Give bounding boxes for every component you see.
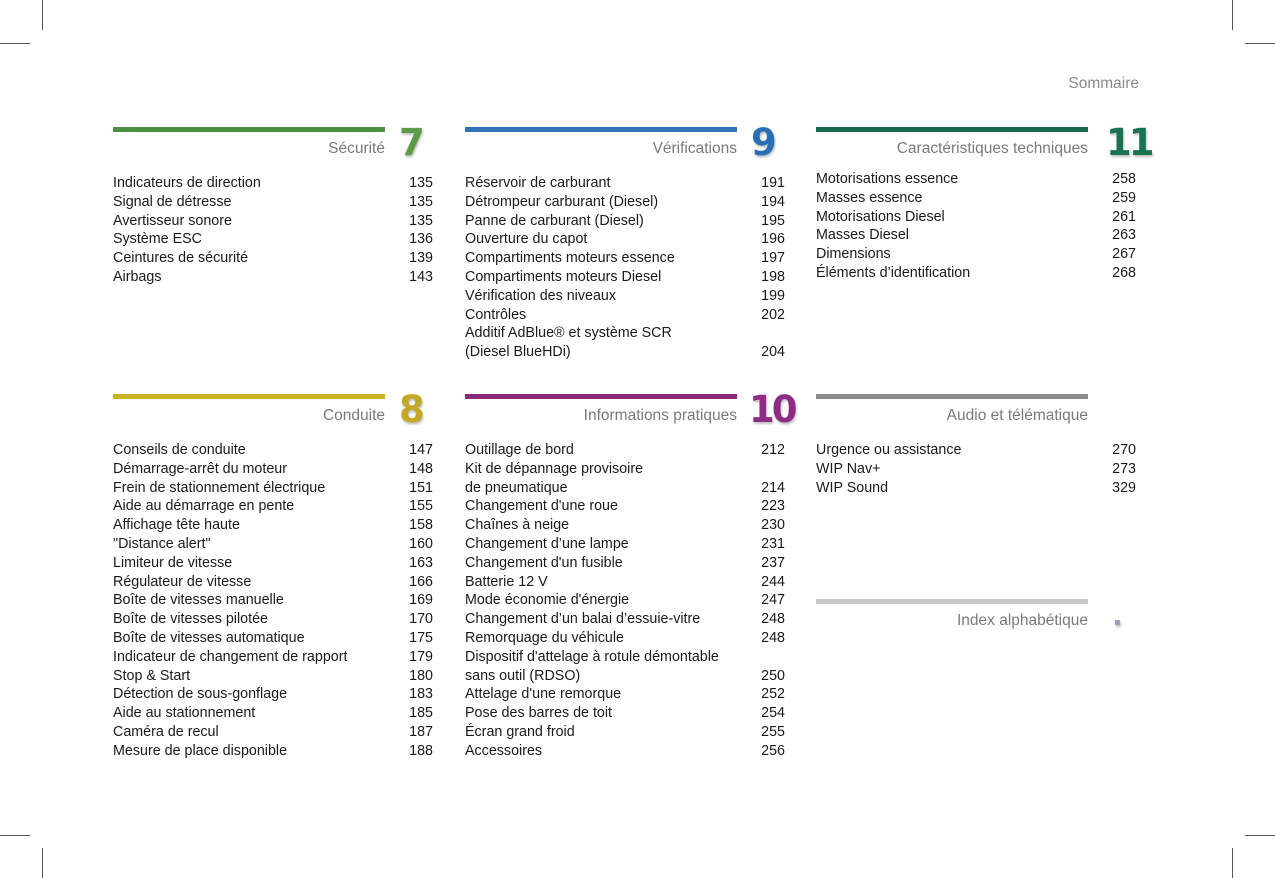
toc-entry-label: Signal de détresse bbox=[113, 193, 232, 210]
toc-entry[interactable] bbox=[465, 685, 785, 704]
toc-entry-label: Aide au démarrage en pente bbox=[113, 498, 295, 515]
section-number[interactable]: 9 bbox=[751, 121, 774, 164]
toc-entry[interactable] bbox=[113, 460, 433, 479]
toc-entry-page: 329 bbox=[1112, 479, 1136, 496]
toc-entry-label: Attelage d'une remorque bbox=[465, 686, 622, 703]
toc-entry-page: 258 bbox=[1112, 171, 1136, 187]
toc-entry-label: Remorquage du véhicule bbox=[465, 629, 624, 646]
toc-entry-label: Affichage tête haute bbox=[113, 517, 240, 534]
toc-entry-page: 273 bbox=[1112, 460, 1136, 477]
toc-entry-page: 212 bbox=[761, 442, 785, 458]
toc-entry-label: Kit de dépannage provisoire de pneumatique bbox=[465, 460, 644, 496]
crop-mark bbox=[1245, 43, 1275, 44]
page-header-title: Sommaire bbox=[1068, 75, 1139, 92]
toc-entry-label: Changement d'un fusible bbox=[465, 554, 623, 571]
toc-entry-label: Détrompeur carburant (Diesel) bbox=[465, 193, 659, 210]
toc-entry-page: 158 bbox=[409, 517, 433, 534]
toc-entry-page: 230 bbox=[761, 517, 785, 534]
toc-entry-page: 252 bbox=[761, 686, 785, 703]
crop-mark bbox=[0, 43, 30, 44]
toc-entry-label: Motorisations essence bbox=[816, 171, 959, 187]
toc-entry-page: 250 bbox=[761, 667, 785, 684]
toc-entry[interactable] bbox=[113, 174, 433, 193]
toc-entry[interactable] bbox=[465, 497, 785, 516]
toc-entry-page: 143 bbox=[409, 268, 433, 285]
section-color-bar bbox=[465, 127, 737, 132]
section-title[interactable]: Sécurité bbox=[328, 140, 385, 157]
toc-entry[interactable] bbox=[816, 226, 1136, 245]
toc-entry-page: 202 bbox=[761, 306, 785, 323]
section-title[interactable]: Conduite bbox=[322, 407, 385, 424]
toc-entry[interactable] bbox=[113, 535, 433, 554]
toc-entry[interactable] bbox=[465, 704, 785, 723]
toc-entry[interactable] bbox=[465, 591, 785, 610]
toc-list bbox=[465, 174, 785, 362]
toc-entry-label: Réservoir de carburant bbox=[465, 175, 611, 191]
toc-entry[interactable] bbox=[465, 174, 785, 193]
toc-entry-page: 198 bbox=[761, 268, 785, 285]
toc-entry[interactable] bbox=[465, 742, 785, 761]
toc-entry[interactable] bbox=[465, 230, 785, 249]
toc-entry[interactable] bbox=[816, 208, 1136, 227]
toc-entry-page: 204 bbox=[761, 344, 785, 361]
toc-entry-label: Accessoires bbox=[465, 742, 543, 759]
toc-entry-label: Mesure de place disponible bbox=[113, 742, 288, 759]
toc-entry-page: 261 bbox=[1112, 208, 1136, 225]
section-audio bbox=[816, 394, 1138, 497]
toc-entry[interactable] bbox=[465, 629, 785, 648]
toc-entry-label: Boîte de vitesses automatique bbox=[113, 629, 305, 646]
toc-list bbox=[113, 441, 433, 761]
toc-entry-page: 237 bbox=[761, 554, 785, 571]
section-number[interactable]: 10 bbox=[749, 388, 795, 431]
toc-entry-page: 197 bbox=[761, 250, 785, 267]
toc-entry[interactable] bbox=[465, 193, 785, 212]
toc-entry-page: 263 bbox=[1112, 227, 1136, 244]
toc-entry-page: 183 bbox=[409, 686, 433, 703]
toc-entry-label: Airbags bbox=[113, 268, 162, 285]
toc-entry[interactable] bbox=[465, 249, 785, 268]
toc-entry-label: Frein de stationnement électrique bbox=[113, 479, 326, 496]
section-title[interactable]: Audio et télématique bbox=[946, 407, 1088, 424]
toc-entry[interactable] bbox=[113, 516, 433, 535]
section-informations bbox=[465, 388, 795, 761]
toc-entry-page: 244 bbox=[761, 573, 785, 590]
toc-entry[interactable] bbox=[816, 189, 1136, 208]
toc-entry[interactable] bbox=[465, 268, 785, 287]
toc-entry-page: 231 bbox=[761, 535, 785, 552]
toc-entry-page: 135 bbox=[409, 175, 433, 191]
toc-entry-label: Vérification des niveaux bbox=[465, 287, 616, 304]
toc-entry-label: Chaînes à neige bbox=[465, 517, 570, 534]
toc-entry-page: 267 bbox=[1112, 246, 1136, 263]
toc-entry-label: Masses Diesel bbox=[816, 227, 909, 244]
toc-entry[interactable] bbox=[465, 554, 785, 573]
toc-entry-page: 268 bbox=[1112, 264, 1136, 281]
toc-entry-label: Outillage de bord bbox=[465, 442, 574, 458]
toc-entry-label: Batterie 12 V bbox=[465, 573, 548, 590]
toc-entry-page: 214 bbox=[761, 479, 785, 496]
section-number[interactable]: 7 bbox=[399, 121, 422, 164]
toc-list bbox=[113, 174, 433, 287]
toc-entry-label: Boîte de vitesses manuelle bbox=[113, 592, 284, 609]
toc-entry-page: 247 bbox=[761, 592, 785, 609]
toc-entry[interactable] bbox=[113, 249, 433, 268]
toc-entry[interactable] bbox=[113, 441, 433, 460]
toc-entry-page: 270 bbox=[1112, 442, 1136, 458]
toc-entry[interactable] bbox=[816, 441, 1136, 460]
toc-entry-label: Régulateur de vitesse bbox=[113, 573, 252, 590]
crop-mark bbox=[1232, 848, 1233, 878]
toc-entry[interactable] bbox=[465, 516, 785, 535]
section-conduite bbox=[113, 388, 435, 761]
toc-list bbox=[465, 441, 785, 761]
toc-entry-label: Changement d’une lampe bbox=[465, 535, 629, 552]
toc-list bbox=[816, 441, 1136, 497]
toc-entry-label: Urgence ou assistance bbox=[816, 442, 962, 458]
toc-entry[interactable] bbox=[113, 648, 433, 667]
toc-entry[interactable] bbox=[113, 573, 433, 592]
toc-entry-page: 147 bbox=[409, 442, 433, 458]
section-number[interactable]: 8 bbox=[399, 388, 422, 431]
toc-entry[interactable] bbox=[465, 212, 785, 231]
toc-entry-page: 179 bbox=[409, 648, 433, 665]
toc-entry-label: Détection de sous-gonflage bbox=[113, 686, 288, 703]
toc-entry-page: 256 bbox=[761, 742, 785, 759]
crop-mark bbox=[42, 0, 43, 30]
toc-entry-label: Démarrage-arrêt du moteur bbox=[113, 460, 288, 477]
toc-entry[interactable] bbox=[113, 591, 433, 610]
toc-entry-page: 185 bbox=[409, 705, 433, 722]
toc-entry-label: Stop & Start bbox=[113, 667, 191, 684]
crop-mark bbox=[0, 835, 30, 836]
index-marker-icon: ▪ bbox=[1114, 617, 1118, 628]
toc-entry-page: 166 bbox=[409, 573, 433, 590]
toc-entry-label: Dimensions bbox=[816, 246, 891, 263]
toc-entry-page: 223 bbox=[761, 498, 785, 515]
toc-entry[interactable] bbox=[113, 742, 433, 761]
toc-entry[interactable] bbox=[816, 460, 1136, 479]
toc-entry-page: 187 bbox=[409, 723, 433, 740]
section-color-bar bbox=[113, 127, 385, 132]
toc-entry-label: "Distance alert" bbox=[113, 535, 211, 552]
toc-entry-page: 135 bbox=[409, 193, 433, 210]
toc-entry-page: 139 bbox=[409, 250, 433, 267]
section-index bbox=[816, 599, 1138, 632]
index-title[interactable]: Index alphabétique bbox=[956, 612, 1088, 629]
toc-entry[interactable] bbox=[113, 230, 433, 249]
toc-entry[interactable] bbox=[816, 264, 1136, 283]
toc-entry-label: Motorisations Diesel bbox=[816, 208, 945, 225]
section-securite bbox=[113, 121, 435, 287]
toc-entry-label: Pose des barres de toit bbox=[465, 705, 613, 722]
toc-entry-page: 195 bbox=[761, 212, 785, 229]
toc-entry-page: 255 bbox=[761, 723, 785, 740]
section-color-bar bbox=[816, 394, 1088, 399]
toc-entry[interactable] bbox=[465, 287, 785, 306]
toc-entry[interactable] bbox=[113, 629, 433, 648]
toc-entry[interactable] bbox=[465, 535, 785, 554]
section-color-bar bbox=[816, 599, 1088, 604]
toc-entry-page: 199 bbox=[761, 287, 785, 304]
toc-entry-label: Compartiments moteurs Diesel bbox=[465, 268, 662, 285]
toc-entry[interactable] bbox=[113, 193, 433, 212]
toc-entry-label: Mode économie d'énergie bbox=[465, 592, 630, 609]
toc-entry-page: 254 bbox=[761, 705, 785, 722]
toc-entry[interactable] bbox=[113, 685, 433, 704]
toc-entry-page: 169 bbox=[409, 592, 433, 609]
toc-entry-label: Contrôles bbox=[465, 306, 527, 323]
toc-entry-page: 191 bbox=[761, 175, 785, 191]
toc-entry-page: 151 bbox=[409, 479, 433, 496]
toc-entry-page: 163 bbox=[409, 554, 433, 571]
toc-entry-label: Limiteur de vitesse bbox=[113, 554, 233, 571]
section-color-bar bbox=[113, 394, 385, 399]
toc-entry[interactable] bbox=[113, 667, 433, 686]
toc-entry[interactable] bbox=[816, 170, 1136, 189]
toc-entry-page: 259 bbox=[1112, 189, 1136, 206]
toc-entry-page: 188 bbox=[409, 742, 433, 759]
section-title[interactable]: Informations pratiques bbox=[583, 407, 737, 424]
toc-entry[interactable] bbox=[465, 306, 785, 325]
toc-entry-label: Boîte de vitesses pilotée bbox=[113, 611, 268, 628]
toc-entry[interactable] bbox=[465, 610, 785, 629]
toc-entry[interactable] bbox=[113, 610, 433, 629]
toc-entry-label: Panne de carburant (Diesel) bbox=[465, 212, 644, 229]
toc-entry-page: 248 bbox=[761, 629, 785, 646]
toc-entry-label: WIP Nav+ bbox=[816, 460, 881, 477]
toc-entry-page: 160 bbox=[409, 535, 433, 552]
toc-entry-page: 135 bbox=[409, 212, 433, 229]
toc-entry-label: Ceintures de sécurité bbox=[113, 250, 249, 267]
toc-entry-page: 136 bbox=[409, 231, 433, 248]
toc-entry-label: Aide au stationnement bbox=[113, 705, 256, 722]
toc-entry-label: Changement d'une roue bbox=[465, 498, 618, 515]
section-color-bar bbox=[465, 394, 737, 399]
toc-list bbox=[816, 170, 1136, 283]
toc-entry-label: Indicateurs de direction bbox=[113, 175, 261, 191]
toc-entry-label: Compartiments moteurs essence bbox=[465, 250, 675, 267]
toc-entry-label: Indicateur de changement de rapport bbox=[113, 648, 348, 665]
toc-entry[interactable] bbox=[113, 497, 433, 516]
toc-entry[interactable] bbox=[465, 324, 785, 362]
toc-entry-label: Masses essence bbox=[816, 189, 923, 206]
toc-entry[interactable] bbox=[113, 723, 433, 742]
toc-entry-page: 155 bbox=[409, 498, 433, 515]
toc-entry-page: 175 bbox=[409, 629, 433, 646]
toc-entry-label: Ouverture du capot bbox=[465, 231, 588, 248]
toc-entry[interactable] bbox=[113, 554, 433, 573]
toc-entry-label: Système ESC bbox=[113, 231, 202, 248]
toc-entry[interactable] bbox=[465, 441, 785, 460]
toc-entry-page: 170 bbox=[409, 611, 433, 628]
toc-entry-label: Conseils de conduite bbox=[113, 442, 246, 458]
section-title[interactable]: Vérifications bbox=[652, 140, 737, 157]
section-caracteristiques bbox=[816, 121, 1152, 283]
toc-entry-label: Écran grand froid bbox=[465, 723, 575, 740]
toc-entry[interactable] bbox=[816, 479, 1136, 498]
section-verifications bbox=[465, 121, 787, 362]
toc-entry-label: Additif AdBlue® et système SCR (Diesel BlueHDi) bbox=[465, 325, 672, 361]
toc-entry-page: 180 bbox=[409, 667, 433, 684]
crop-mark bbox=[42, 848, 43, 878]
section-title[interactable]: Caractéristiques techniques bbox=[896, 140, 1088, 157]
toc-entry[interactable] bbox=[465, 648, 785, 686]
toc-entry-label: Éléments d’identification bbox=[816, 264, 971, 281]
toc-entry-label: WIP Sound bbox=[816, 479, 889, 496]
toc-entry-page: 196 bbox=[761, 231, 785, 248]
toc-entry[interactable] bbox=[113, 479, 433, 498]
toc-entry[interactable] bbox=[113, 268, 433, 287]
toc-entry-page: 248 bbox=[761, 611, 785, 628]
crop-mark bbox=[1245, 835, 1275, 836]
crop-mark bbox=[1232, 0, 1233, 30]
toc-entry-label: Changement d’un balai d’essuie-vitre bbox=[465, 611, 701, 628]
toc-entry[interactable] bbox=[465, 723, 785, 742]
toc-entry-label: Avertisseur sonore bbox=[113, 212, 232, 229]
toc-entry[interactable] bbox=[113, 212, 433, 231]
section-color-bar bbox=[816, 127, 1088, 132]
toc-entry-label: Dispositif d'attelage à rotule démontable sans outil (RDSO) bbox=[465, 648, 719, 684]
toc-entry-label: Caméra de recul bbox=[113, 723, 219, 740]
section-number[interactable]: 11 bbox=[1106, 121, 1152, 164]
toc-entry-page: 148 bbox=[409, 460, 433, 477]
toc-entry[interactable] bbox=[465, 573, 785, 592]
toc-entry[interactable] bbox=[465, 460, 785, 498]
toc-entry[interactable] bbox=[113, 704, 433, 723]
toc-entry[interactable] bbox=[816, 245, 1136, 264]
toc-entry-page: 194 bbox=[761, 193, 785, 210]
